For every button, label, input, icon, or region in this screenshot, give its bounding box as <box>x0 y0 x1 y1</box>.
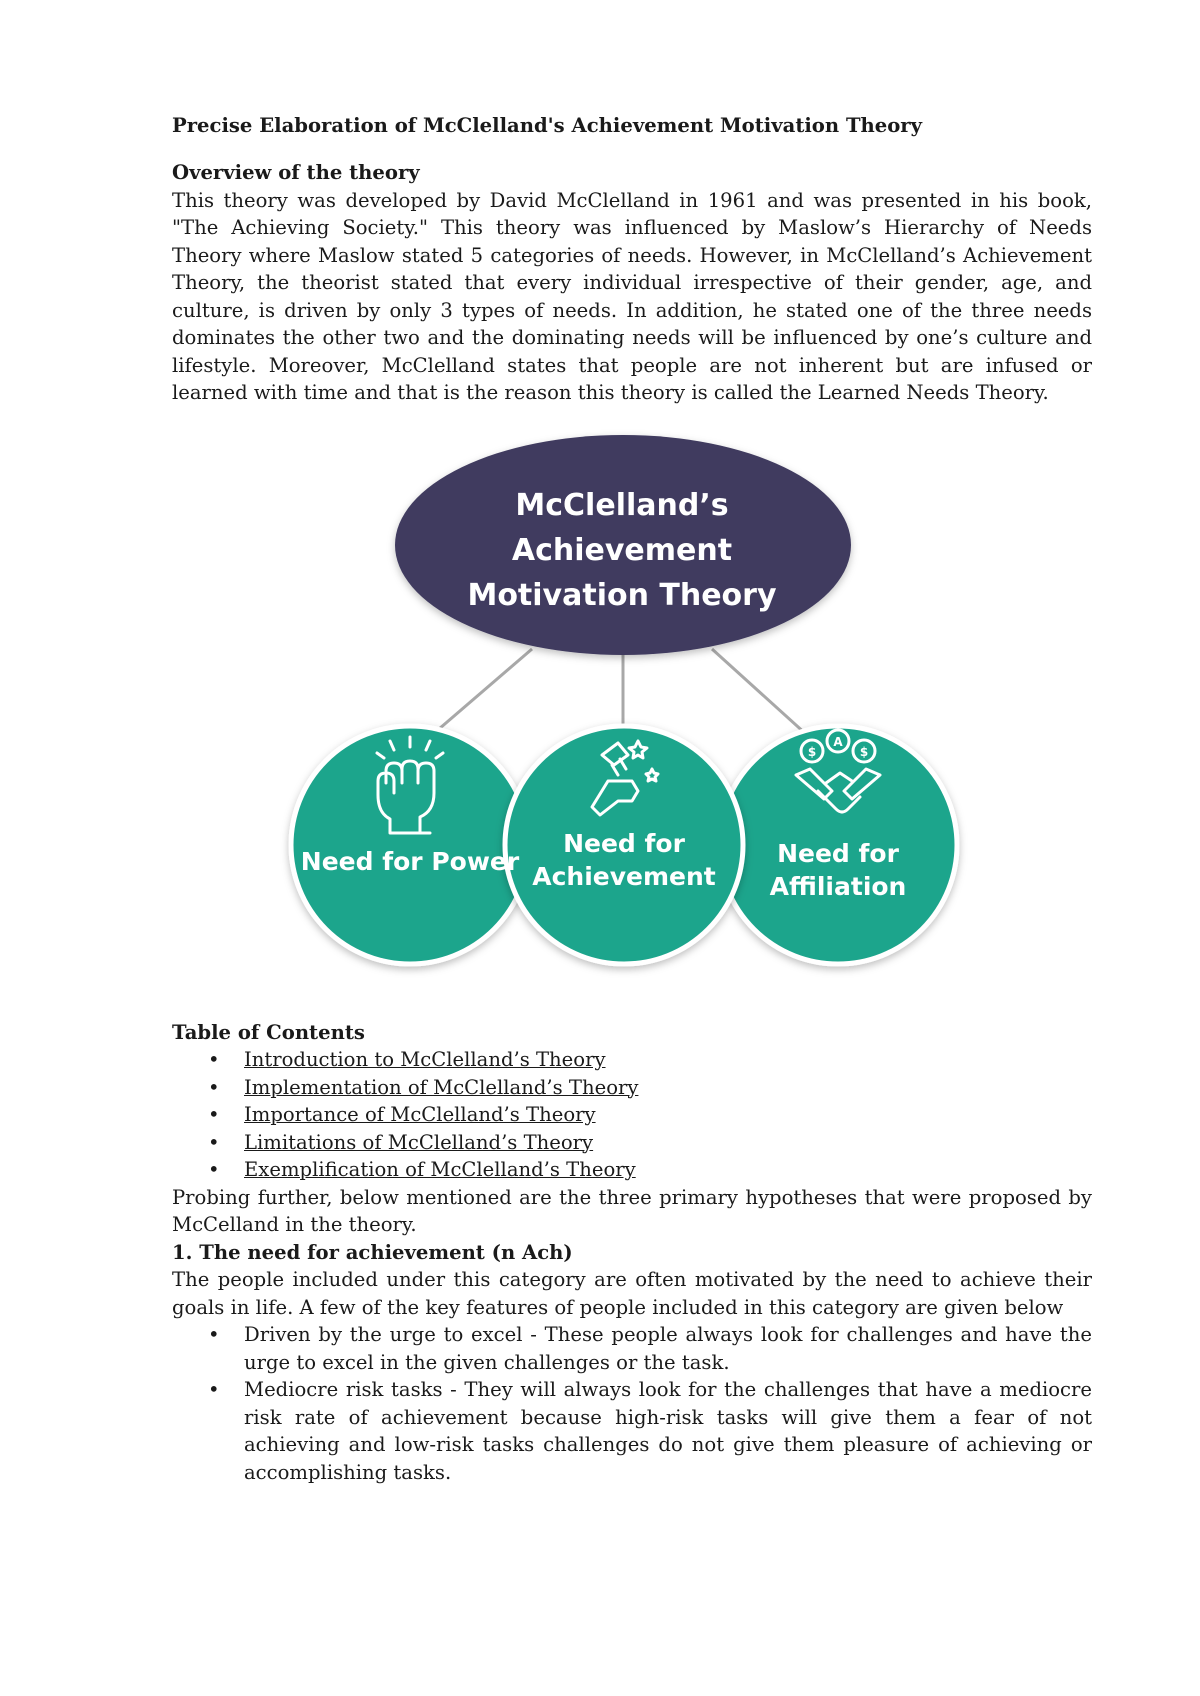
toc-heading: Table of Contents <box>172 1020 365 1044</box>
section1-bullets <box>172 1321 1092 1486</box>
toc-link-limitations[interactable]: Limitations of McClelland’s Theory <box>244 1130 594 1154</box>
document-page <box>172 112 1092 1486</box>
toc-link-implementation[interactable]: Implementation of McClelland’s Theory <box>244 1075 639 1099</box>
toc-item <box>244 1074 1092 1102</box>
toc-item <box>244 1156 1092 1184</box>
probing-paragraph: Probing further, below mentioned are the three primary hypotheses that were proposed by McCelland in the theory. <box>172 1185 1092 1236</box>
connector-line-affiliation <box>712 649 807 735</box>
section1-heading: 1. The need for achievement (n Ach) <box>172 1240 573 1264</box>
toc-item <box>244 1101 1092 1129</box>
achievement-label: Need for Achievement <box>532 828 716 891</box>
svg-text:A: A <box>833 734 843 749</box>
svg-text:$: $ <box>859 744 869 759</box>
bullet-item: • Mediocre risk tasks - They will always look for the challenges that have a mediocre risk rate of achievement because high-risk tasks will give them a fear of not achieving and low-risk tasks challenges do not give them pleasure of achieving or accomplishing tasks. <box>244 1376 1092 1486</box>
toc-list <box>172 1046 1092 1184</box>
theory-diagram <box>172 419 1092 1019</box>
toc-link-exemplification[interactable]: Exemplification of McClelland’s Theory <box>244 1158 636 1181</box>
overview-paragraph: This theory was developed by David McClelland in 1961 and was presented in his book, "The Achieving Society." This theory was influenced by Maslow’s Hierarchy of Needs Theory where Maslow stated 5 categories of needs. However, in McClelland’s Achievement Theory, the theorist stated that every individual irrespective of their gender, age, and culture, is driven by only 3 types of needs. In addition, he stated one of the three needs dominates the other two and the dominating needs will be influenced by one’s culture and lifestyle. Moreover, McClelland states that people are not inherent but are infused or learned with time and that is the reason this theory is called the Learned Needs Theory. <box>172 188 1092 404</box>
toc-item <box>244 1129 1092 1157</box>
toc-link-importance[interactable]: Importance of McClelland’s Theory <box>244 1103 596 1126</box>
power-label: Need for Power <box>300 846 520 876</box>
toc-link-introduction[interactable]: Introduction to McClelland’s Theory <box>244 1048 606 1071</box>
affiliation-label: Need for Affiliation <box>769 838 907 901</box>
connector-line-power <box>432 649 532 735</box>
bullet-item: • Driven by the urge to excel - These people always look for challenges and have the urge to excel in the given challenges or the task. <box>244 1321 1092 1376</box>
overview-heading: Overview of the theory <box>172 161 420 184</box>
svg-text:$: $ <box>807 744 817 759</box>
center-label: McClelland’s Achievement Motivation Theory <box>467 487 777 613</box>
toc-item <box>244 1046 1092 1074</box>
section1-intro: The people included under this category are often motivated by the need to achieve their goals in life. A few of the key features of people included in this category are given below <box>172 1268 1092 1319</box>
document-title: Precise Elaboration of McClelland's Achievement Motivation Theory <box>172 114 923 137</box>
